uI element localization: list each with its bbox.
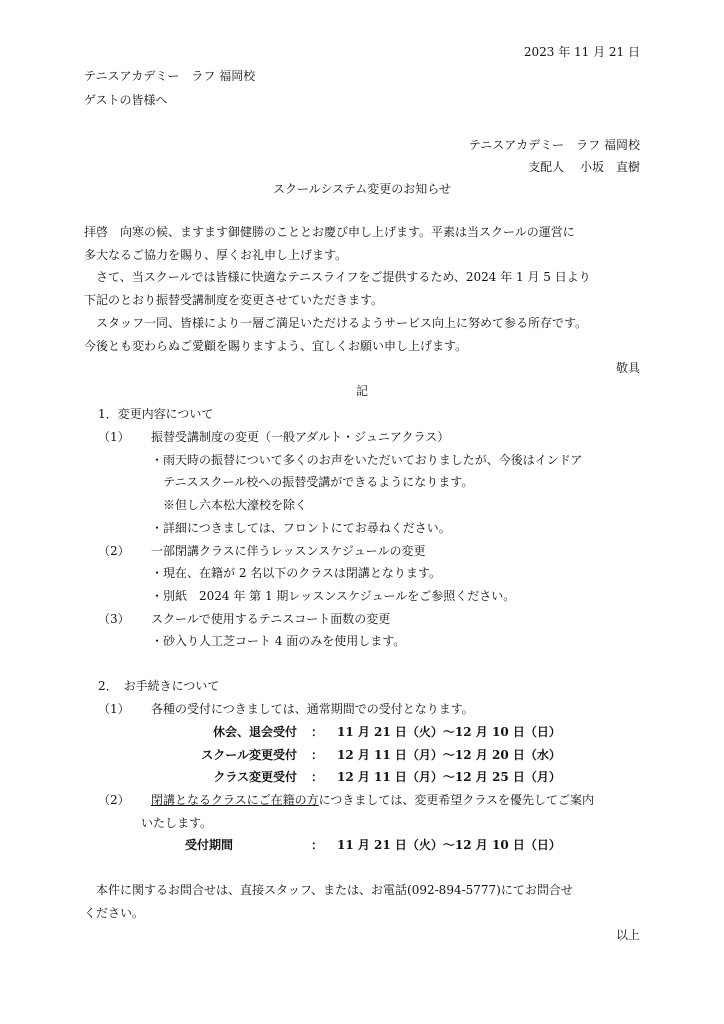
- contact-line: 本件に関するお問合せは、直接スタッフ、または、お電話(092-894-5777)にてお問合せ: [84, 883, 573, 897]
- body-line: さて、当スクールでは皆様に快適なテニスライフをご提供するため、2024 年 1 月 5 日より: [84, 270, 591, 284]
- body-line: 拝啓 向寒の候、ますます御健勝のこととお慶び申し上げます。平素は当スクールの運営に: [84, 225, 575, 239]
- section1-heading: 1．変更内容について: [98, 407, 214, 421]
- body-line: 今後とも変わらぬご愛顧を賜りますよう、宜しくお願い申し上げます。: [84, 339, 468, 353]
- section1-item2-number: （2）: [98, 544, 130, 558]
- letter-date: 2023 年 11 月 21 日: [523, 45, 640, 59]
- sender-organization: テニスアカデミー ラフ 福岡校: [468, 138, 640, 152]
- section1-item3-number: （3）: [98, 612, 130, 626]
- section1-item3-title: スクールで使用するテニスコート面数の変更: [151, 612, 391, 626]
- ki-heading: 記: [355, 384, 368, 398]
- section1-item1-line: テニススクール校への振替受講ができるようになります。: [151, 475, 474, 489]
- recipient-organization: テニスアカデミー ラフ 福岡校: [84, 69, 256, 83]
- section2-item2-number: （2）: [98, 793, 130, 807]
- section1-item3-line: ・砂入り人工芝コート 4 面のみを使用します。: [151, 634, 406, 648]
- contact-line: ください。: [84, 906, 145, 920]
- body-line: 下記のとおり振替受講制度を変更させていただきます。: [84, 293, 384, 307]
- section2-heading: 2． お手続きについて: [98, 679, 220, 693]
- closing-keigu: 敬具: [615, 361, 640, 375]
- section2-item2-text: [151, 794, 594, 806]
- schedule-row: [185, 771, 561, 783]
- schedule-period: 12 月 11 日（月）〜12 月 25 日（月）: [337, 770, 561, 784]
- schedule-period: 12 月 11 日（月）〜12 月 20 日（水）: [337, 748, 561, 762]
- closing-ijou: 以上: [615, 928, 640, 942]
- schedule-colon: ：: [310, 725, 323, 739]
- reception-period-value: 11 月 21 日（火）〜12 月 10 日（日）: [337, 838, 561, 852]
- section1-item2-line: ・別紙 2024 年 第 1 期レッスンスケジュールをご参照ください。: [151, 589, 516, 603]
- section1-item1-number: （1）: [98, 430, 130, 444]
- schedule-row: [185, 749, 561, 761]
- section2-item1-number: （1）: [98, 702, 130, 716]
- section2-item1-text: 各種の受付につきましては、通常期間での受付となります。: [151, 702, 474, 716]
- recipient: ゲストの皆様へ: [84, 93, 168, 107]
- section1-item1-line: ・雨天時の振替について多くのお声をいただいておりましたが、今後はインドア: [151, 453, 583, 467]
- section2-item2-text-rest: につきましては、変更希望クラスを優先してご案内: [318, 793, 595, 807]
- schedule-colon: ：: [310, 770, 323, 784]
- reception-period-colon: ：: [310, 838, 323, 852]
- section1-item2-title: 一部閉講クラスに伴うレッスンスケジュールの変更: [151, 544, 426, 558]
- sender-name: 支配人 小坂 直樹: [528, 160, 640, 174]
- schedule-label: クラス変更受付: [213, 770, 297, 784]
- section1-item1-title: 振替受講制度の変更（一般アダルト・ジュニアクラス）: [151, 430, 450, 444]
- section1-item1-line: ・詳細につきましては、フロントにてお尋ねください。: [151, 521, 451, 535]
- reception-period-label: 受付期間: [185, 838, 234, 852]
- reception-period-row: [185, 839, 561, 851]
- section1-item2-line: ・現在、在籍が 2 名以下のクラスは閉講となります。: [151, 566, 441, 580]
- schedule-colon: ：: [310, 748, 323, 762]
- subject-title: スクールシステム変更のお知らせ: [273, 182, 451, 196]
- schedule-row: [185, 726, 561, 738]
- section1-item1-line: ※但し六本松大濠校を除く: [151, 498, 308, 512]
- schedule-period: 11 月 21 日（火）〜12 月 10 日（日）: [337, 725, 561, 739]
- schedule-label: スクール変更受付: [201, 748, 297, 762]
- body-line: スタッフ一同、皆様により一層ご満足いただけるようサービス向上に努めて参る所存です。: [84, 316, 588, 330]
- closed-class-note: 閉講となるクラスにご在籍の方: [151, 793, 319, 807]
- body-line: 多大なるご協力を賜り、厚くお礼申し上げます。: [84, 248, 348, 262]
- section2-item2-text-line2: いたします。: [141, 816, 213, 830]
- schedule-label: 休会、退会受付: [212, 725, 297, 739]
